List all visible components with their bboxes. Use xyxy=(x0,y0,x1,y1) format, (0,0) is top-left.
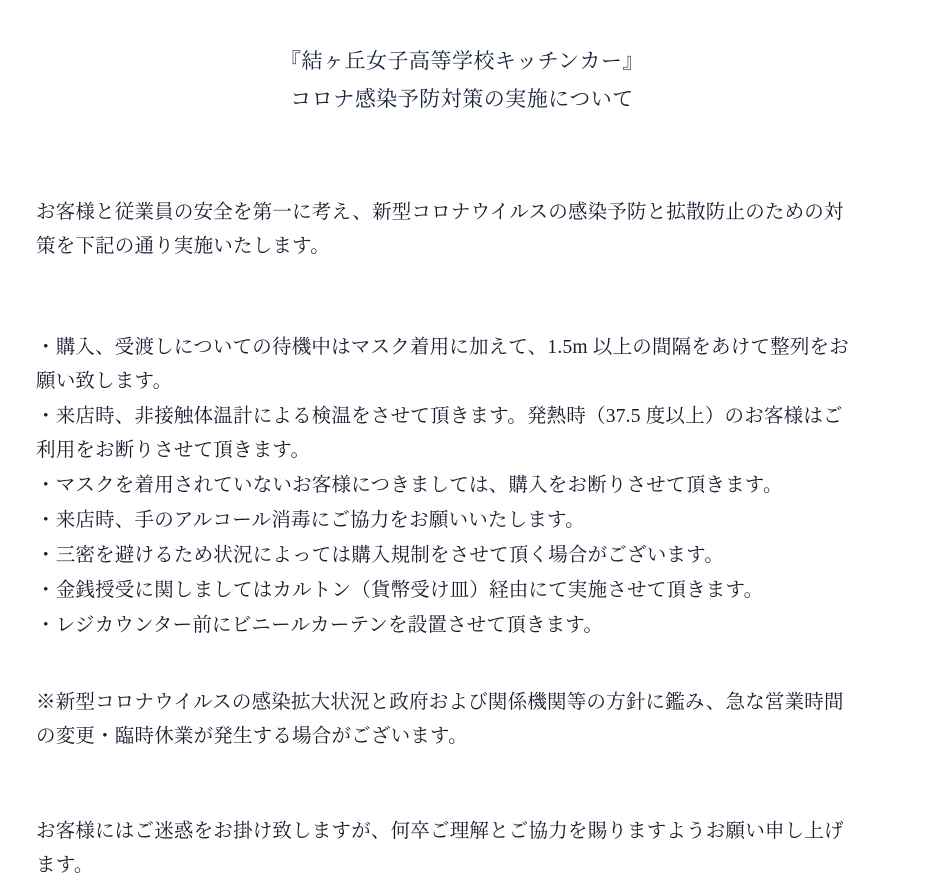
list-item: ・購入、受渡しについての待機中はマスク着用に加えて、1.5m 以上の間隔をあけて整列をお願い致します。 xyxy=(36,337,849,392)
document-body xyxy=(34,196,890,883)
intro-spacer xyxy=(36,283,850,331)
notice-spacer xyxy=(36,773,850,795)
list-item: ・来店時、手のアルコール消毒にご協力をお願いいたします。 xyxy=(36,510,585,531)
measures-list xyxy=(36,331,850,643)
list-item: ・マスクを着用されていないお客様につきましては、購入をお断りさせて頂きます。 xyxy=(36,475,783,496)
measures-spacer xyxy=(36,644,850,666)
title-line-1: 『結ヶ丘女子高等学校キッチンカー』 xyxy=(279,49,645,73)
document-title xyxy=(34,34,890,118)
list-item: ・三密を避けるため状況によっては購入規制をさせて頂く場合がございます。 xyxy=(36,545,724,566)
intro-paragraph: お客様と従業員の安全を第一に考え、新型コロナウイルスの感染予防と拡散防止のための対策を下記の通り実施いたします。 xyxy=(36,201,844,257)
list-item: ・来店時、非接触体温計による検温をさせて頂きます。発熱時（37.5 度以上）のお客様はご利用をお断りさせて頂きます。 xyxy=(36,406,843,461)
list-item: ・レジカウンター前にビニールカーテンを設置させて頂きます。 xyxy=(36,615,604,636)
notice-paragraph: ※新型コロナウイルスの感染拡大状況と政府および関係機関等の方針に鑑み、急な営業時間の変更・臨時休業が発生する場合がございます。 xyxy=(36,691,844,747)
closing-paragraph: お客様にはご迷惑をお掛け致しますが、何卒ご理解とご協力を賜りますようお願い申し上げます。 xyxy=(36,820,844,876)
title-spacer xyxy=(34,118,890,176)
list-item: ・金銭授受に関しましてはカルトン（貨幣受け皿）経由にて実施させて頂きます。 xyxy=(36,580,764,601)
title-line-2: コロナ感染予防対策の実施について xyxy=(290,87,634,111)
